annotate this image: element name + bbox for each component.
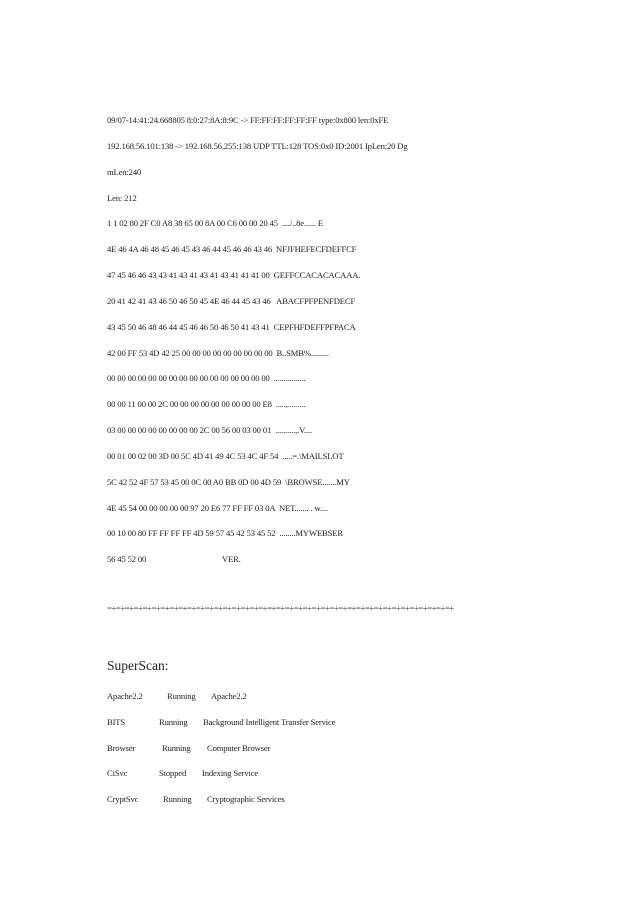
service-status: Running [163,794,192,804]
hex-dump-line: 00 01 00 02 00 3D 00 5C 4D 41 49 4C 53 4C 4F 54 .....=.\MAILSLOT [107,451,344,461]
hex-dump-line: 00 10 00 80 FF FF FF FF 4D 59 57 45 42 53 45 52 ........MYWEBSER [107,528,343,538]
service-description: Cryptographic Services [207,794,285,804]
hex-dump-line: 43 45 50 46 48 46 44 45 46 46 50 46 50 41 43 41 CEPFHFDEFFPFPACA [107,322,356,332]
service-status: Stopped [159,768,187,778]
service-description: Apache2.2 [211,691,247,701]
service-status: Running [162,743,191,753]
service-name: Apache2.2 [107,691,143,701]
service-name: Browser [107,743,136,753]
section-title: SuperScan: [107,658,169,673]
hex-dump-line: 03 00 00 00 00 00 00 00 00 2C 00 56 00 03 00 01 ..........,.V.... [107,425,313,435]
hex-dump-line: 1 1 02 80 2F C0 A8 38 65 00 8A 00 C6 00 00 20 45 ..../..8e...... E [107,218,324,228]
packet-ip-line: 192.168.56.101:138 -> 192.168.56.255:138 UDP TTL:128 TOS:0x0 ID:2001 IpLen:20 Dg [107,141,408,151]
hex-dump-line: 56 45 52 00 VER. [107,554,241,564]
hex-dump-line: 00 00 00 00 00 00 00 00 00 00 00 00 00 00 00 00 ................ [107,373,306,383]
hex-dump-line: 4E 45 54 00 00 00 00 00 97 20 E6 77 FF FF 03 0A NET....... . w.... [107,503,329,513]
service-description: Computer Browser [207,743,271,753]
hex-dump-line: 20 41 42 41 43 46 50 46 50 45 4E 46 44 45 43 46 ABACFPFPENFDECF [107,296,356,306]
packet-dgmlen-line: mLen:240 [107,167,142,177]
packet-header-line: 09/07-14:41:24.668805 8:0:27:8A:8:9C -> FF:FF:FF:FF:FF:FF type:0x800 len:0xFE [107,115,389,125]
hex-dump-line: 47 45 46 46 43 43 41 43 41 43 41 43 41 41 41 00 GEFFCCACACACAAA. [107,270,361,280]
service-name: CryptSvc [107,794,139,804]
hex-dump-line: 00 00 11 00 00 2C 00 00 00 00 00 00 00 00 00 E8 .....,......... [107,399,306,409]
hex-dump-line: 4E 46 4A 46 48 45 46 45 43 46 44 45 46 46 43 46 NFJFHEFECFDEFFCF [107,244,357,254]
service-status: Running [167,691,196,701]
packet-len-line: Len: 212 [107,193,137,203]
hex-dump-line: 42 00 FF 53 4D 42 25 00 00 00 00 00 00 00 00 00 B..SMB%......... [107,348,329,358]
separator-line: =+=+=+=+=+=+=+=+=+=+=+=+=+=+=+=+=+=+=+=+=+=+=+=+=+=+=+=+=+=+=+=+=+=+=+=+=+=+=+ [107,603,454,613]
service-name: CiSvc [107,768,128,778]
hex-dump-line: 5C 42 52 4F 57 53 45 00 0C 00 A0 BB 0D 00 4D 59 \BROWSE.......MY [107,477,350,487]
service-name: BITS [107,717,126,727]
service-description: Background Intelligent Transfer Service [203,717,336,727]
service-status: Running [159,717,188,727]
service-description: Indexing Service [202,768,259,778]
